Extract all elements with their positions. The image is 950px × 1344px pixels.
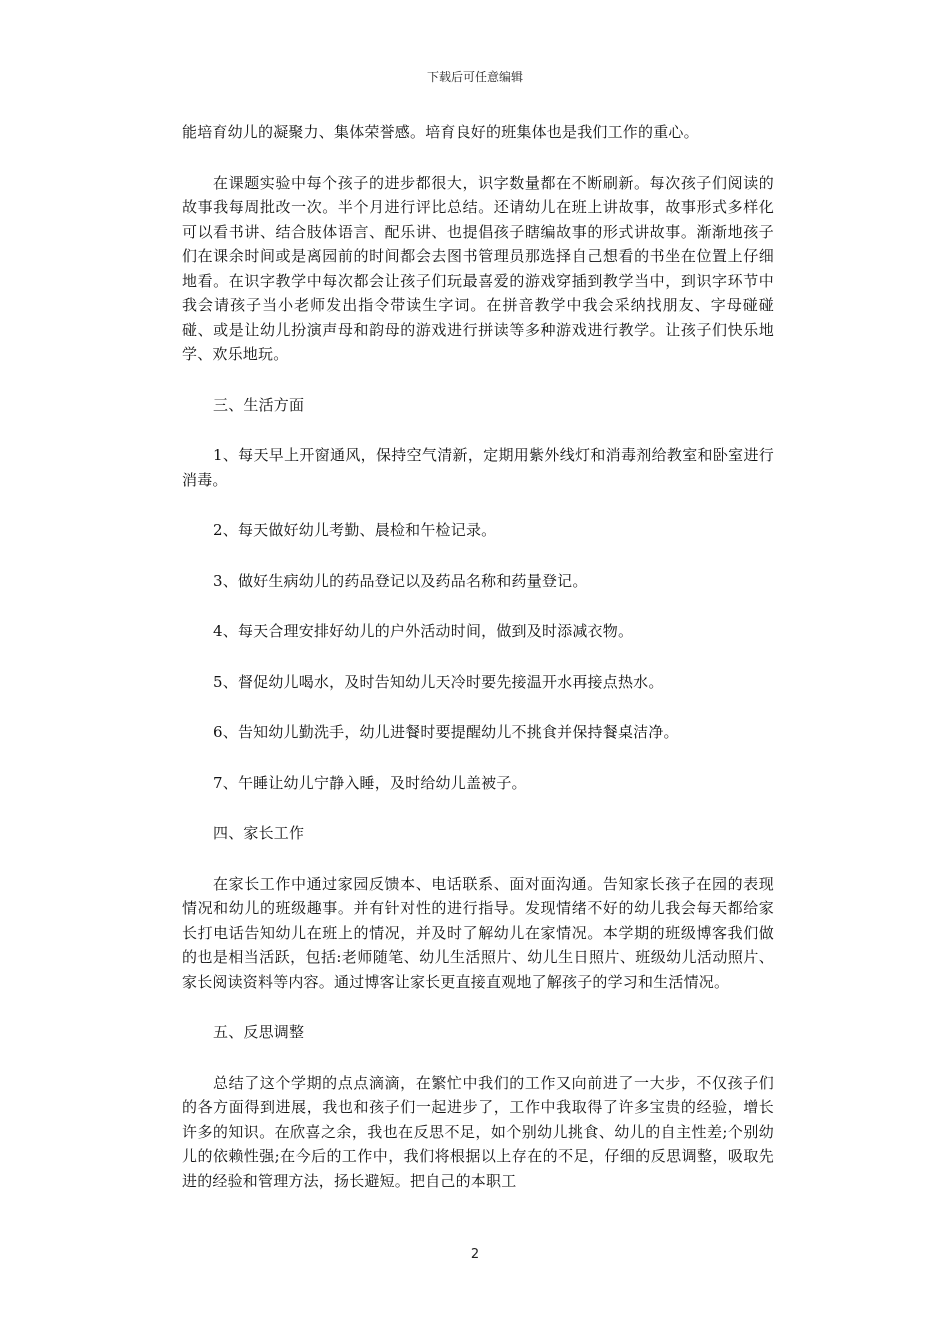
paragraph-continued: 能培育幼儿的凝聚力、集体荣誉感。培育良好的班集体也是我们工作的重心。 <box>182 123 699 141</box>
document-body <box>182 120 774 1193</box>
section-heading-daily-life: 三、生活方面 <box>213 395 305 414</box>
list-item-handwashing: 6、告知幼儿勤洗手，幼儿进餐时要提醒幼儿不挑食并保持餐桌洁净。 <box>213 723 679 741</box>
section-heading-parents: 四、家长工作 <box>213 824 305 842</box>
section-heading-reflection: 五、反思调整 <box>213 1023 305 1041</box>
paragraph-reading-experiment: 在课题实验中每个孩子的进步都很大，识字数量都在不断刷新。每次孩子们阅读的故事我每周批改一次。半个月进行评比总结。还请幼儿在班上讲故事，故事形式多样化可以看书讲、结合肢体语言、配乐讲、也提倡孩子瞎编故事的形式讲故事。渐渐地孩子们在课余时间或是离园前的时间都会去图书管理员那选择自己想看的书坐在位置上仔细地看。在识字教学中每次都会让孩子们玩最喜爱的游戏穿插到教学当中，到识字环节中我会请孩子当小老师发出指令带读生字词。在拼音教学中我会采纳找朋友、字母碰碰碰、或是让幼儿扮演声母和韵母的游戏进行拼读等多种游戏进行教学。让孩子们快乐地学、欢乐地玩。 <box>182 173 774 363</box>
list-item-outdoor: 4、每天合理安排好幼儿的户外活动时间，做到及时添减衣物。 <box>213 622 634 640</box>
page-number: 2 <box>470 1247 480 1262</box>
paragraph-parent-work: 在家长工作中通过家园反馈本、电话联系、面对面沟通。告知家长孩子在园的表现情况和幼儿的班级趣事。并有针对性的进行指导。发现情绪不好的幼儿我会每天都给家长打电话告知幼儿在班上的情况，并及时了解幼儿在家情况。本学期的班级博客我们做的也是相当活跃，包括:老师随笔、幼儿生活照片、幼儿生日照片、班级幼儿活动照片、家长阅读资料等内容。通过博客让家长更直接直观地了解孩子的学习和生活情况。 <box>182 874 774 991</box>
list-item-medicine: 3、做好生病幼儿的药品登记以及药品名称和药量登记。 <box>213 571 588 590</box>
list-item-drinking: 5、督促幼儿喝水，及时告知幼儿天冷时要先接温开水再接点热水。 <box>213 672 664 691</box>
paragraph-reflection: 总结了这个学期的点点滴滴，在繁忙中我们的工作又向前进了一大步，不仅孩子们的各方面得到进展，我也和孩子们一起进步了，工作中我取得了许多宝贵的经验，增长许多的知识。在欣喜之余，我也在反思不足，如个别幼儿挑食、幼儿的自主性差;个别幼儿的依赖性强;在今后的工作中，我们将根据以上存在的不足，仔细的反思调整，吸取先进的经验和管理方法，扬长避短。把自己的本职工 <box>182 1073 774 1190</box>
list-item-attendance: 2、每天做好幼儿考勤、晨检和午检记录。 <box>213 521 497 539</box>
list-item-ventilation: 1、每天早上开窗通风，保持空气清新，定期用紫外线灯和消毒剂给教室和卧室进行消毒。 <box>182 446 774 489</box>
page-header: 下载后可任意编辑 <box>426 70 523 84</box>
list-item-nap: 7、午睡让幼儿宁静入睡，及时给幼儿盖被子。 <box>213 773 527 792</box>
